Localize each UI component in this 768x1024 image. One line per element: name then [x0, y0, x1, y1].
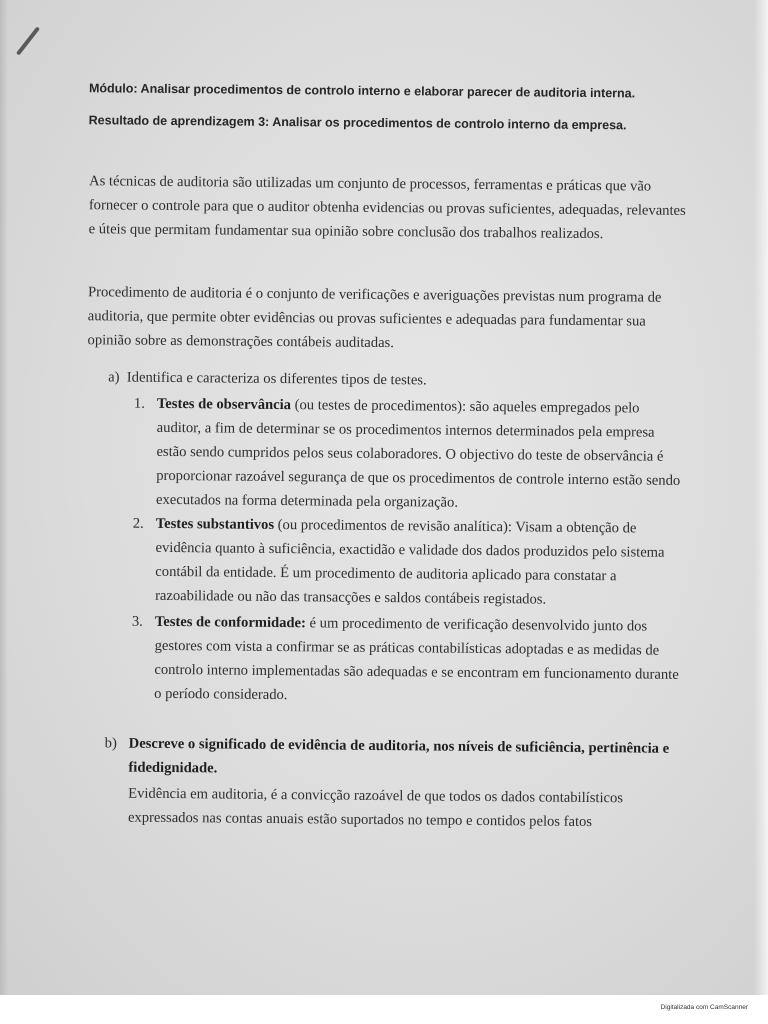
scanner-watermark: Digitalizada com CamScanner	[660, 1004, 748, 1011]
list-number: 1.	[133, 395, 145, 412]
list-item-term: Testes de conformidade:	[154, 613, 306, 632]
intro-paragraph: As técnicas de auditoria são utilizadas um conjunto de processos, ferramentas e práticas que vão fornecer o controle para que o auditor obtenha evidencias ou provas suficientes, adequadas, relevantes e úteis que permitam fundamentar sua opinião sobre conclusão dos trabalhos realizados.	[88, 173, 686, 243]
question-a	[108, 365, 668, 394]
learning-outcome-title: Resultado de aprendizagem 3: Analisar os procedimentos de controlo interno da empresa.	[88, 113, 627, 133]
procedure-paragraph: Procedimento de auditoria é o conjunto de verificações e averiguações previstas num programa de auditoria, que permite obter evidências ou provas suficientes e adequadas para fundamentar sua opinião sobre as demonstrações contábeis auditadas.	[87, 284, 662, 352]
list-number: 2.	[132, 515, 144, 532]
question-a-text: Identifica e caracteriza os diferentes tipos de testes.	[126, 369, 427, 389]
question-a-label: a)	[108, 369, 120, 386]
list-item-text: (ou procedimentos de revisão analítica): Visam a obtenção de evidência quanto à suficiência, exactidão e validade dos dados produzidos pelo sistema contábil da entidade. É um procedimento de auditoria aplicado para constatar a razoabilidade ou não das transacções e saldos contábeis registados.	[155, 516, 665, 608]
list-item-conformidade	[154, 610, 685, 711]
module-title: Módulo: Analisar procedimentos de controlo interno e elaborar parecer de auditoria interna.	[88, 81, 636, 101]
list-item-term: Testes de observância	[156, 395, 292, 414]
list-item-term: Testes substantivos	[155, 515, 275, 533]
list-item-text: é um procedimento de verificação desenvolvido junto dos gestores com vista a confirmar se as práticas contabilísticas adoptadas e as medidas de controlo interno implementadas são adequadas e se encontram em funcionamento durante o período considerado.	[154, 615, 679, 704]
list-item-text: (ou testes de procedimentos): são aqueles empregados pelo auditor, a fim de determinar se os procedimentos internos determinados pela empresa estão sendo cumpridos pelos seus colaboradores. O objectivo do teste de observância é proporcionar razoável segurança de que os procedimentos de controle interno estão sendo executados na forma determinada pela organização.	[155, 397, 681, 511]
list-item-observancia	[156, 392, 687, 517]
question-b-label: b)	[104, 735, 117, 752]
question-b-prompt: Descreve o significado de evidência de auditoria, nos níveis de suficiência, pertinência e fidedignidade.	[128, 735, 670, 777]
question-b-answer: Evidência em auditoria, é a convicção razoável de que todos os dados contabilísticos expressados nas contas anuais estão suportados no tempo e contidos pelos fatos	[127, 785, 624, 831]
question-b-text	[128, 732, 673, 785]
list-item-substantivos	[155, 512, 686, 613]
list-number: 3.	[131, 613, 143, 630]
